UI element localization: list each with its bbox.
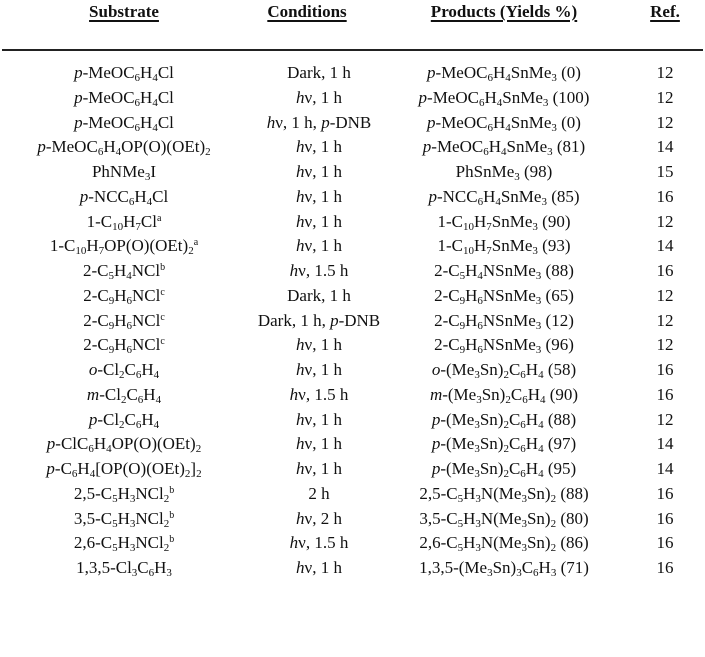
product-cell: $2-C_9H_6NSnMe_3$ (65) (434, 285, 574, 307)
product-cell: $p-MeOC_6H_4SnMe_3$ (100) (418, 87, 590, 109)
conditions-cell: hν, 1 h (296, 162, 342, 181)
ref-cell: 12 (656, 310, 674, 330)
ref-cell: 14 (656, 434, 674, 454)
table-row (0, 185, 705, 209)
ref-cell: 16 (656, 186, 674, 206)
conditions-cell: hν, 1.5 h (289, 384, 349, 404)
ref-cell: 15 (656, 162, 674, 181)
ref-cell: 16 (656, 360, 674, 379)
conditions-cell: hν, 1 h (296, 558, 342, 577)
table-row (0, 333, 705, 357)
product-cell: $p-MeOC_6H_4SnMe_3$ (0) (427, 112, 581, 134)
header-rule (2, 49, 703, 51)
conditions-cell: hν, 1 h (296, 236, 342, 256)
table-row (0, 160, 705, 184)
substrate-cell: $2,6-C_5H_3NCl_2^b$ (73, 533, 175, 555)
conditions-cell: hν, 1 h (296, 434, 342, 454)
conditions-cell: Dark, 1 h (287, 285, 351, 305)
conditions-cell: 2 h (308, 483, 330, 503)
ref-cell: 16 (656, 384, 674, 404)
table-row (0, 408, 705, 432)
product-cell: $2,5-C_5H_3N(Me_3Sn)_2$ (88) (419, 483, 589, 505)
product-cell: $p-NCC_6H_4SnMe_3$ (85) (428, 186, 580, 208)
substrate-cell: $m-Cl_2C_6H_4$ (86, 384, 162, 406)
substrate-cell: $p-MeOC_6H_4OP(O)(OEt)_2$ (37, 137, 211, 159)
substrate-cell: $2-C_5H_4NCl^b$ (82, 261, 166, 282)
table-row (0, 432, 705, 456)
conditions-cell: hν, 1 h (296, 335, 342, 355)
conditions-cell: hν, 1 h (296, 409, 342, 429)
substrate-cell: $o-Cl_2C_6H_4$ (88, 360, 160, 381)
conditions-cell: hν, 1 h (296, 459, 342, 478)
product-cell: $p-(Me_3Sn)_2C_6H_4$ (95) (431, 459, 577, 480)
substrate-cell: $1,3,5-Cl_3C_6H_3$ (76, 558, 172, 579)
table-row (0, 259, 705, 283)
substrate-cell: $2,5-C_5H_3NCl_2^b$ (73, 483, 175, 505)
header-products: Products (Yields %) (430, 2, 578, 21)
table-row (0, 61, 705, 85)
header-ref: Ref. (650, 2, 680, 21)
ref-cell: 16 (656, 533, 674, 553)
table-row (0, 556, 705, 580)
product-cell: $p-(Me_3Sn)_2C_6H_4$ (88) (431, 409, 577, 431)
product-cell: $p-MeOC_6H_4SnMe_3$ (81) (422, 137, 586, 159)
substrate-cell: $p-C_6H_4[OP(O)(OEt)_2]_2$ (46, 459, 202, 480)
header-conditions: Conditions (267, 2, 347, 21)
product-cell: $o-(Me_3Sn)_2C_6H_4$ (58) (431, 360, 577, 381)
substrate-cell: $p-MeOC_6H_4Cl$ (74, 63, 174, 84)
table-row (0, 284, 705, 308)
conditions-cell: hν, 2 h (296, 508, 342, 528)
ref-cell: 12 (656, 211, 674, 231)
table-row (0, 234, 705, 258)
product-cell: PhSnMe$_3$ (98) (455, 162, 553, 183)
table-row (0, 135, 705, 159)
product-cell: $p-MeOC_6H_4SnMe_3$ (0) (427, 63, 581, 84)
substrate-cell: $p-MeOC_6H_4Cl$ (74, 87, 174, 109)
substrate-cell: $1-C_{10}H_7OP(O)(OEt)_2^a$ (49, 236, 199, 258)
conditions-cell: hν, 1 h (296, 360, 342, 379)
product-cell: $1-C_{10}H_7SnMe_3$ (93) (437, 236, 571, 258)
table-row (0, 358, 705, 382)
product-cell: $2-C_5H_4NSnMe_3$ (88) (434, 261, 574, 282)
table-row (0, 210, 705, 234)
conditions-cell: hν, 1 h (296, 186, 342, 206)
substrate-cell: $p-MeOC_6H_4Cl$ (74, 112, 174, 134)
ref-cell: 12 (656, 409, 674, 429)
product-cell: $1,3,5-(Me_3Sn)_3C_6H_3$ (71) (419, 558, 589, 579)
product-cell: $2-C_9H_6NSnMe_3$ (12) (434, 310, 574, 332)
ref-cell: 14 (656, 137, 674, 157)
table-row (0, 383, 705, 407)
product-cell: $p-(Me_3Sn)_2C_6H_4$ (97) (431, 434, 577, 456)
table-row (0, 507, 705, 531)
conditions-cell: hν, 1.5 h (289, 261, 349, 280)
conditions-cell: hν, 1 h (296, 87, 342, 107)
table-row (0, 86, 705, 110)
substrate-cell: $1-C_{10}H_7Cl^a$ (86, 211, 162, 233)
ref-cell: 12 (656, 112, 674, 132)
substrate-cell: $p-ClC_6H_4OP(O)(OEt)_2$ (46, 434, 202, 456)
ref-cell: 12 (656, 63, 674, 82)
product-cell: $2,6-C_5H_3N(Me_3Sn)_2$ (86) (419, 533, 589, 555)
ref-cell: 16 (656, 261, 674, 280)
ref-cell: 12 (656, 87, 674, 107)
ref-cell: 12 (656, 285, 674, 305)
substrate-cell: $3,5-C_5H_3NCl_2^b$ (73, 508, 175, 530)
table-row (0, 457, 705, 481)
header-substrate: Substrate (89, 2, 159, 21)
table-row (0, 111, 705, 135)
conditions-cell: hν, 1 h (296, 137, 342, 157)
product-cell: $m-(Me_3Sn)_2C_6H_4$ (90) (429, 384, 579, 406)
ref-cell: 14 (656, 459, 674, 478)
substrate-cell: $2-C_9H_6NCl^c$ (83, 285, 165, 307)
substrate-cell: $p-Cl_2C_6H_4$ (88, 409, 160, 431)
ref-cell: 16 (656, 483, 674, 503)
ref-cell: 16 (656, 508, 674, 528)
table-row (0, 482, 705, 506)
substrate-cell: PhNMe$_3$I (91, 162, 157, 183)
table-row (0, 309, 705, 333)
conditions-cell: hν, 1 h, p-DNB (266, 112, 372, 132)
conditions-cell: Dark, 1 h (287, 63, 351, 82)
ref-cell: 14 (656, 236, 674, 256)
ref-cell: 12 (656, 335, 674, 355)
product-cell: $3,5-C_5H_3N(Me_3Sn)_2$ (80) (419, 508, 589, 530)
conditions-cell: hν, 1 h (296, 211, 342, 231)
table-row (0, 531, 705, 555)
conditions-cell: Dark, 1 h, p-DNB (257, 310, 381, 330)
product-cell: $1-C_{10}H_7SnMe_3$ (90) (437, 211, 571, 233)
product-cell: $2-C_9H_6NSnMe_3$ (96) (434, 335, 574, 357)
substrate-cell: $2-C_9H_6NCl^c$ (83, 335, 165, 357)
conditions-cell: hν, 1.5 h (289, 533, 349, 553)
substrate-cell: $2-C_9H_6NCl^c$ (83, 310, 165, 332)
substrate-cell: $p-NCC_6H_4Cl$ (79, 186, 169, 208)
ref-cell: 16 (656, 558, 674, 577)
